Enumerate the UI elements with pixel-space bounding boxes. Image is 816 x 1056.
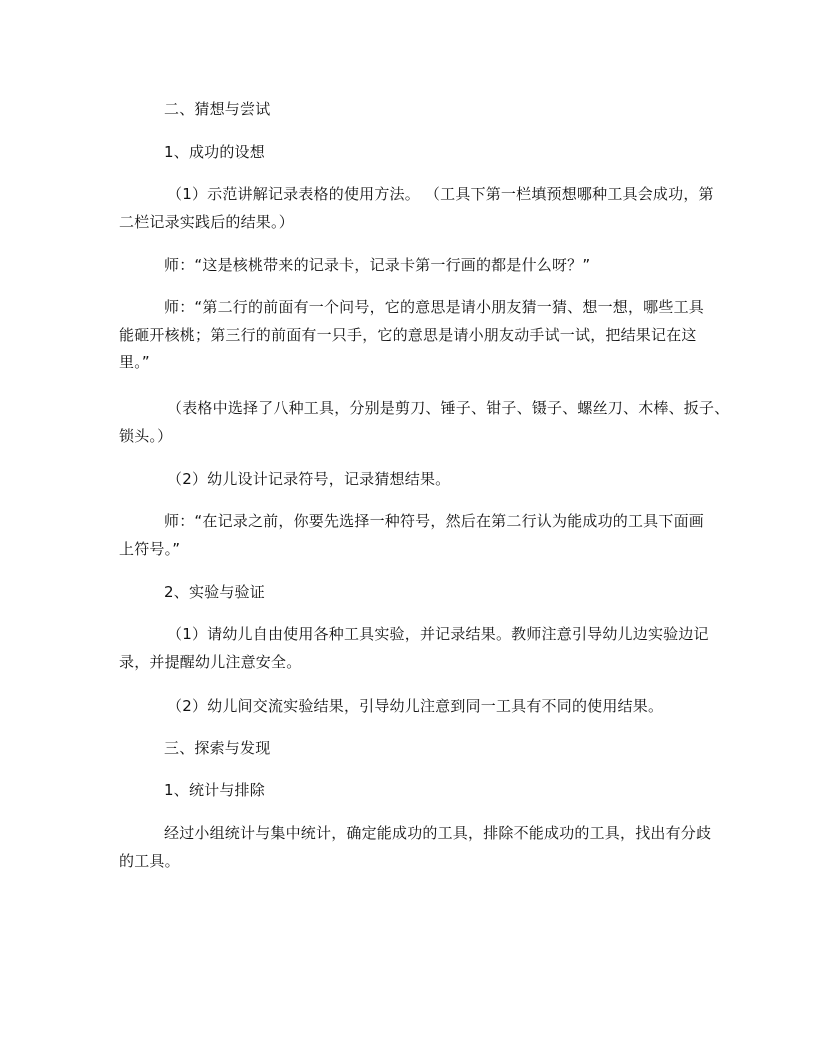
paragraph-line: （2）幼儿间交流实验结果，引导幼儿注意到同一工具有不同的使用结果。 bbox=[167, 697, 664, 715]
subheading-successful-idea: 1、成功的设想 bbox=[164, 143, 265, 161]
subheading-statistics-and-elimination: 1、统计与排除 bbox=[164, 781, 265, 799]
paragraph-line: 上符号。” bbox=[119, 540, 181, 558]
paragraph-line: （1）请幼儿自由使用各种工具实验，并记录结果。教师注意引导幼儿边实验边记 bbox=[167, 625, 709, 643]
paragraph-line: 二栏记录实践后的结果。） bbox=[119, 213, 294, 231]
paragraph-line: 师：“这是核桃带来的记录卡，记录卡第一行画的都是什么呀？” bbox=[164, 256, 591, 274]
section-heading-explore-and-discover: 三、探索与发现 bbox=[164, 739, 271, 757]
paragraph-line: 能砸开核桃；第三行的前面有一只手，它的意思是请小朋友动手试一试，把结果记在这 bbox=[119, 326, 697, 344]
paragraph-line: 录，并提醒幼儿注意安全。 bbox=[119, 653, 302, 671]
paragraph-line: （表格中选择了八种工具，分别是剪刀、锤子、钳子、镊子、螺丝刀、木棒、扳子、 bbox=[167, 399, 730, 417]
paragraph-line: 的工具。 bbox=[119, 852, 180, 870]
subheading-experiment-and-verify: 2、实验与验证 bbox=[164, 583, 265, 601]
paragraph-line: （2）幼儿设计记录符号，记录猜想结果。 bbox=[167, 470, 451, 488]
paragraph-line: 锁头。） bbox=[119, 427, 173, 445]
paragraph-line: 师：“在记录之前，你要先选择一种符号，然后在第二行认为能成功的工具下面画 bbox=[164, 512, 704, 530]
paragraph-line: 师：“第二行的前面有一个问号，它的意思是请小朋友猜一猜、想一想，哪些工具 bbox=[164, 298, 704, 316]
paragraph-line: 经过小组统计与集中统计，确定能成功的工具，排除不能成功的工具，找出有分歧 bbox=[164, 824, 712, 842]
section-heading-guess-and-try: 二、猜想与尝试 bbox=[164, 100, 271, 118]
paragraph-line: 里。” bbox=[119, 353, 150, 371]
paragraph-line: （1）示范讲解记录表格的使用方法。 （工具下第一栏填预想哪种工具会成功，第 bbox=[167, 185, 714, 203]
